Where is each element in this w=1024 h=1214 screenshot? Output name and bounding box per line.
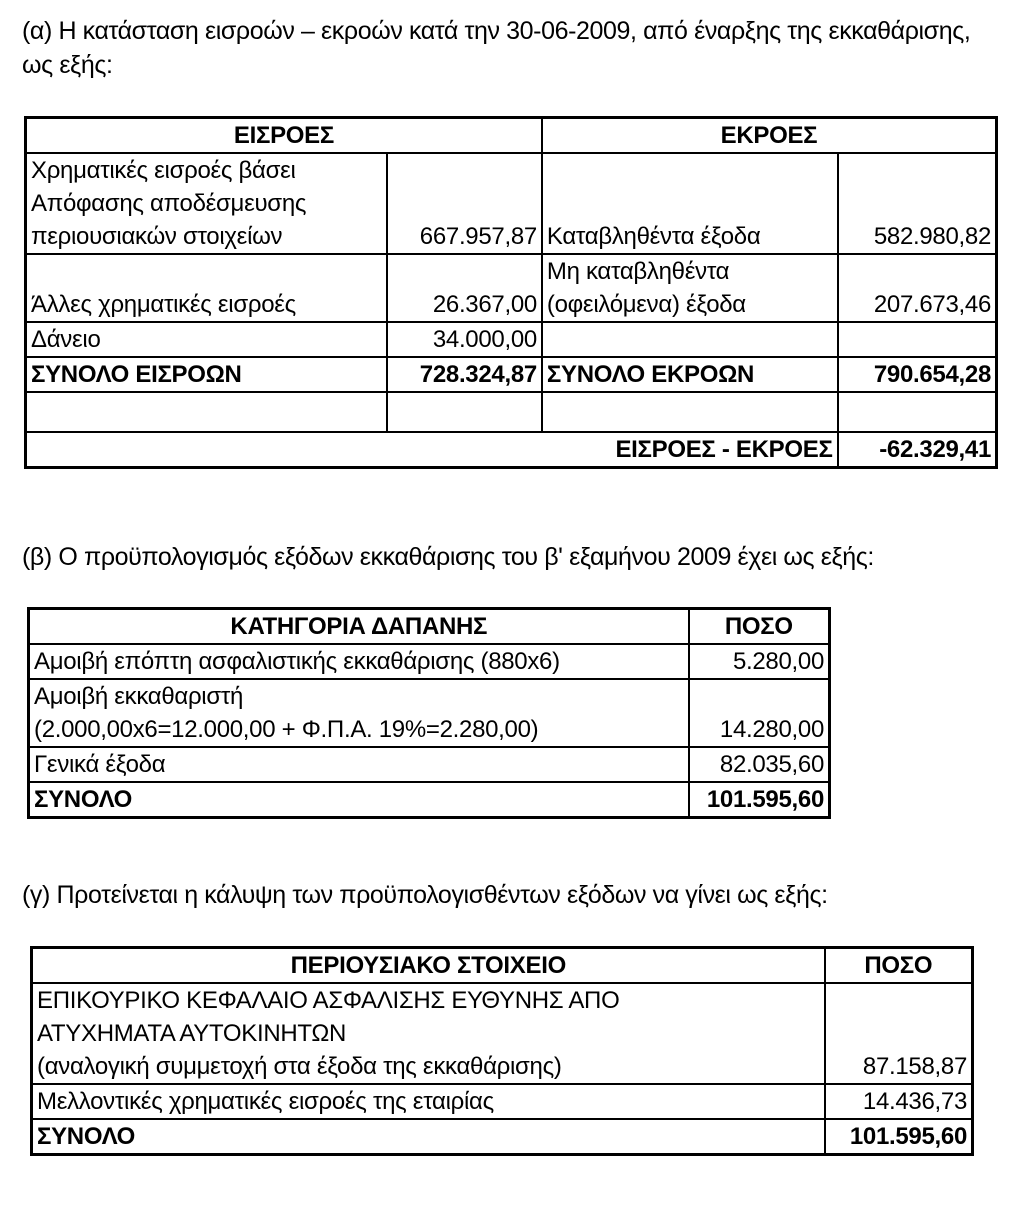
- total-label: ΣΥΝΟΛΟ: [32, 1119, 825, 1155]
- table-c-header-row: [32, 948, 973, 984]
- table-row: [26, 153, 997, 254]
- expense-coverage-table: [30, 946, 974, 1156]
- table-a-header-row: [26, 118, 997, 154]
- section-c-intro: (γ) Προτείνεται η κάλυψη των προϋπολογισθέντων εξόδων να γίνει ως εξής:: [22, 881, 828, 909]
- header-outflows: ΕΚΡΟΕΣ: [542, 118, 997, 154]
- table-row: [26, 254, 997, 322]
- expense-label: Αμοιβή επόπτη ασφαλιστικής εκκαθάρισης (880x6): [29, 644, 689, 679]
- asset-value: 87.158,87: [825, 983, 973, 1084]
- total-inflows-value: 728.324,87: [387, 357, 542, 392]
- table-b-header-row: [29, 609, 830, 645]
- inflow-label: Δάνειο: [26, 322, 388, 357]
- table-row: [29, 644, 830, 679]
- header-expense-category: ΚΑΤΗΓΟΡΙΑ ΔΑΠΑΝΗΣ: [29, 609, 689, 645]
- expense-value: 82.035,60: [689, 747, 830, 782]
- inflow-value: 667.957,87: [387, 153, 542, 254]
- totals-row: [29, 782, 830, 818]
- section-a-intro-line1: (α) Η κατάσταση εισροών – εκροών κατά την 30-06-2009, από έναρξης της εκκαθάρισης,: [22, 17, 971, 45]
- outflow-value: 207.673,46: [838, 254, 997, 322]
- total-inflows-label: ΣΥΝΟΛΟ ΕΙΣΡΟΩΝ: [26, 357, 388, 392]
- inflow-label: Άλλες χρηματικές εισροές: [26, 254, 388, 322]
- total-outflows-label: ΣΥΝΟΛΟ ΕΚΡΟΩΝ: [542, 357, 838, 392]
- table-row: [29, 747, 830, 782]
- difference-row: [26, 432, 997, 468]
- expense-budget-table: [27, 607, 831, 819]
- total-outflows-value: 790.654,28: [838, 357, 997, 392]
- totals-row: [26, 357, 997, 392]
- asset-label: ΕΠΙΚΟΥΡΙΚΟ ΚΕΦΑΛΑΙΟ ΑΣΦΑΛΙΣΗΣ ΕΥΘΥΝΗΣ ΑΠΟ ΑΤΥΧΗΜΑΤΑ ΑΥΤΟΚΙΝΗΤΩΝ (αναλογική συμμετοχή στα έξοδα της εκκαθάρισης): [32, 983, 825, 1084]
- section-a-intro-line2: ως εξής:: [22, 51, 113, 79]
- outflow-label: [542, 322, 838, 357]
- outflow-label: Καταβληθέντα έξοδα: [542, 153, 838, 254]
- table-row: [32, 1084, 973, 1119]
- total-value: 101.595,60: [825, 1119, 973, 1155]
- expense-value: 14.280,00: [689, 679, 830, 747]
- expense-label: Αμοιβή εκκαθαριστή (2.000,00x6=12.000,00 + Φ.Π.Α. 19%=2.280,00): [29, 679, 689, 747]
- table-row: [26, 322, 997, 357]
- expense-label: Γενικά έξοδα: [29, 747, 689, 782]
- outflow-value: 582.980,82: [838, 153, 997, 254]
- total-value: 101.595,60: [689, 782, 830, 818]
- asset-label: Μελλοντικές χρηματικές εισροές της εταιρίας: [32, 1084, 825, 1119]
- difference-label: ΕΙΣΡΟΕΣ - ΕΚΡΟΕΣ: [26, 432, 838, 468]
- header-amount: ΠΟΣΟ: [689, 609, 830, 645]
- outflow-value: [838, 322, 997, 357]
- expense-value: 5.280,00: [689, 644, 830, 679]
- inflow-label: Χρηματικές εισροές βάσει Απόφασης αποδέσμευσης περιουσιακών στοιχείων: [26, 153, 388, 254]
- table-row: [32, 983, 973, 1084]
- header-amount: ΠΟΣΟ: [825, 948, 973, 984]
- inflows-outflows-table: [24, 116, 998, 469]
- total-label: ΣΥΝΟΛΟ: [29, 782, 689, 818]
- inflow-value: 34.000,00: [387, 322, 542, 357]
- header-inflows: ΕΙΣΡΟΕΣ: [26, 118, 542, 154]
- inflow-value: 26.367,00: [387, 254, 542, 322]
- difference-value: -62.329,41: [838, 432, 997, 468]
- header-asset: ΠΕΡΙΟΥΣΙΑΚΟ ΣΤΟΙΧΕΙΟ: [32, 948, 825, 984]
- outflow-label: Μη καταβληθέντα (οφειλόμενα) έξοδα: [542, 254, 838, 322]
- asset-value: 14.436,73: [825, 1084, 973, 1119]
- totals-row: [32, 1119, 973, 1155]
- table-row: [29, 679, 830, 747]
- section-b-intro: (β) Ο προϋπολογισμός εξόδων εκκαθάρισης του β' εξαμήνου 2009 έχει ως εξής:: [22, 543, 874, 571]
- empty-row: [26, 392, 997, 432]
